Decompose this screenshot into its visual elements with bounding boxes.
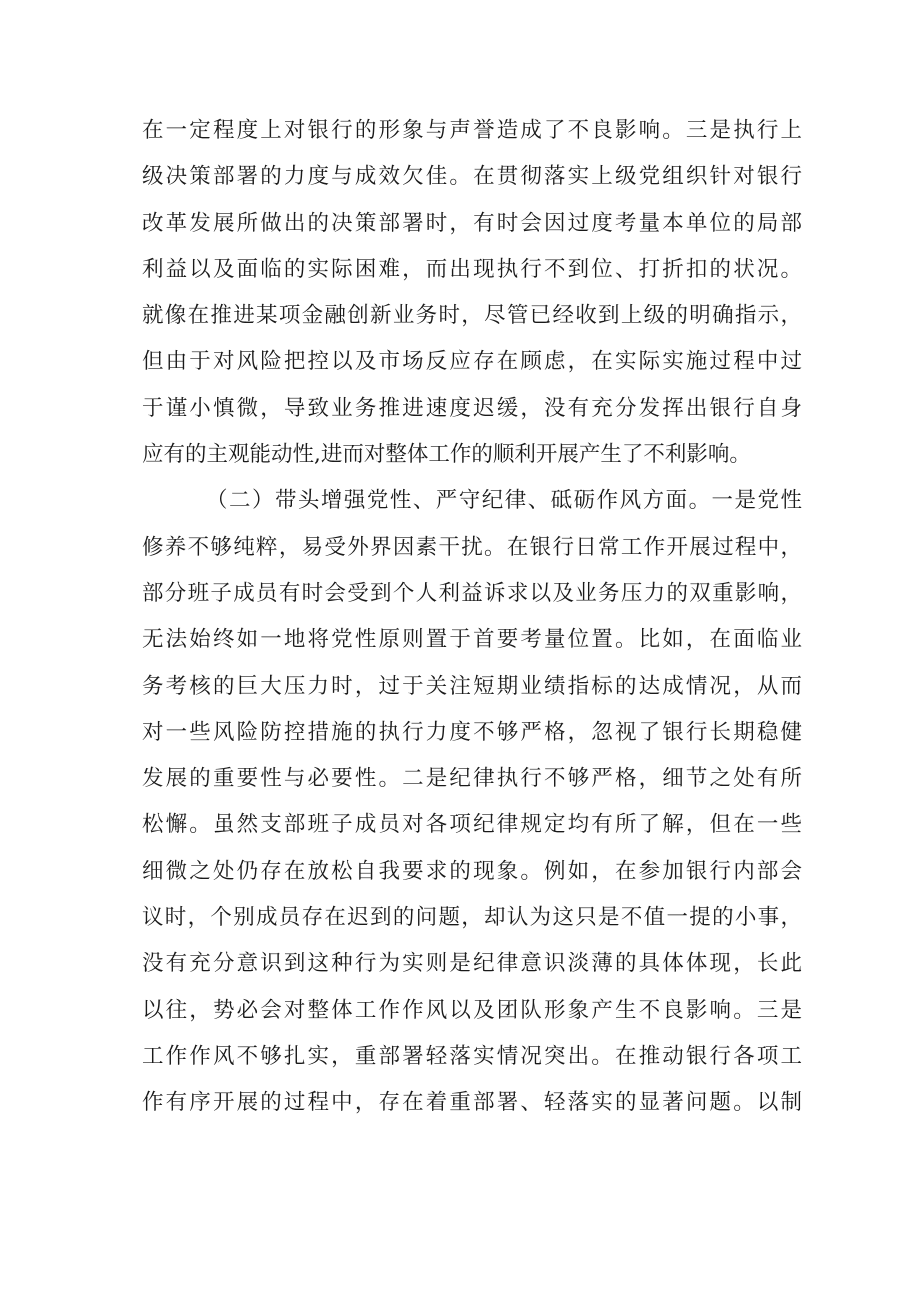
text-line: 务考核的巨大压力时，过于关注短期业绩指标的达成情况，从而 — [142, 673, 802, 699]
text-line: 利益以及面临的实际困难，而出现执行不到位、打折扣的状况。 — [142, 256, 802, 282]
text-line: 没有充分意识到这种行为实则是纪律意识淡薄的具体体现，长此 — [142, 951, 802, 977]
text-line: 以往，势必会对整体工作作风以及团队形象产生不良影响。三是 — [142, 997, 802, 1023]
text-line: 应有的主观能动性,进而对整体工作的顺利开展产生了不利影响。 — [142, 442, 751, 468]
text-line: 级决策部署的力度与成效欠佳。在贯彻落实上级党组织针对银行 — [142, 164, 802, 190]
text-line: 在一定程度上对银行的形象与声誉造成了不良影响。三是执行上 — [142, 118, 802, 143]
text-line: 无法始终如一地将党性原则置于首要考量位置。比如，在面临业 — [142, 627, 802, 653]
text-line: 细微之处仍存在放松自我要求的现象。例如，在参加银行内部会 — [142, 858, 802, 884]
text-line: 松懈。虽然支部班子成员对各项纪律规定均有所了解，但在一些 — [142, 812, 802, 838]
text-line: 部分班子成员有时会受到个人利益诉求以及业务压力的双重影响， — [142, 580, 802, 606]
text-line: 议时，个别成员存在迟到的问题，却认为这只是不值一提的小事， — [142, 905, 802, 931]
text-line: 修养不够纯粹，易受外界因素干扰。在银行日常工作开展过程中， — [142, 534, 802, 560]
body-text — [142, 108, 802, 1127]
text-line: 但由于对风险把控以及市场反应存在顾虑，在实际实施过程中过 — [142, 349, 802, 375]
text-line: 就像在推进某项金融创新业务时，尽管已经收到上级的明确指示， — [142, 303, 802, 329]
text-line: 作有序开展的过程中，存在着重部署、轻落实的显著问题。以制 — [142, 1090, 802, 1116]
text-line: 工作作风不够扎实，重部署轻落实情况突出。在推动银行各项工 — [142, 1043, 802, 1069]
text-line: 发展的重要性与必要性。二是纪律执行不够严格，细节之处有所 — [142, 766, 802, 792]
section-heading-line: （二）带头增强党性、严守纪律、砥砺作风方面。一是党性 — [206, 488, 802, 514]
text-line: 对一些风险防控措施的执行力度不够严格，忽视了银行长期稳健 — [142, 719, 802, 745]
text-line: 于谨小慎微，导致业务推进速度迟缓，没有充分发挥出银行自身 — [142, 395, 802, 421]
text-line: 改革发展所做出的决策部署时，有时会因过度考量本单位的局部 — [142, 210, 802, 236]
